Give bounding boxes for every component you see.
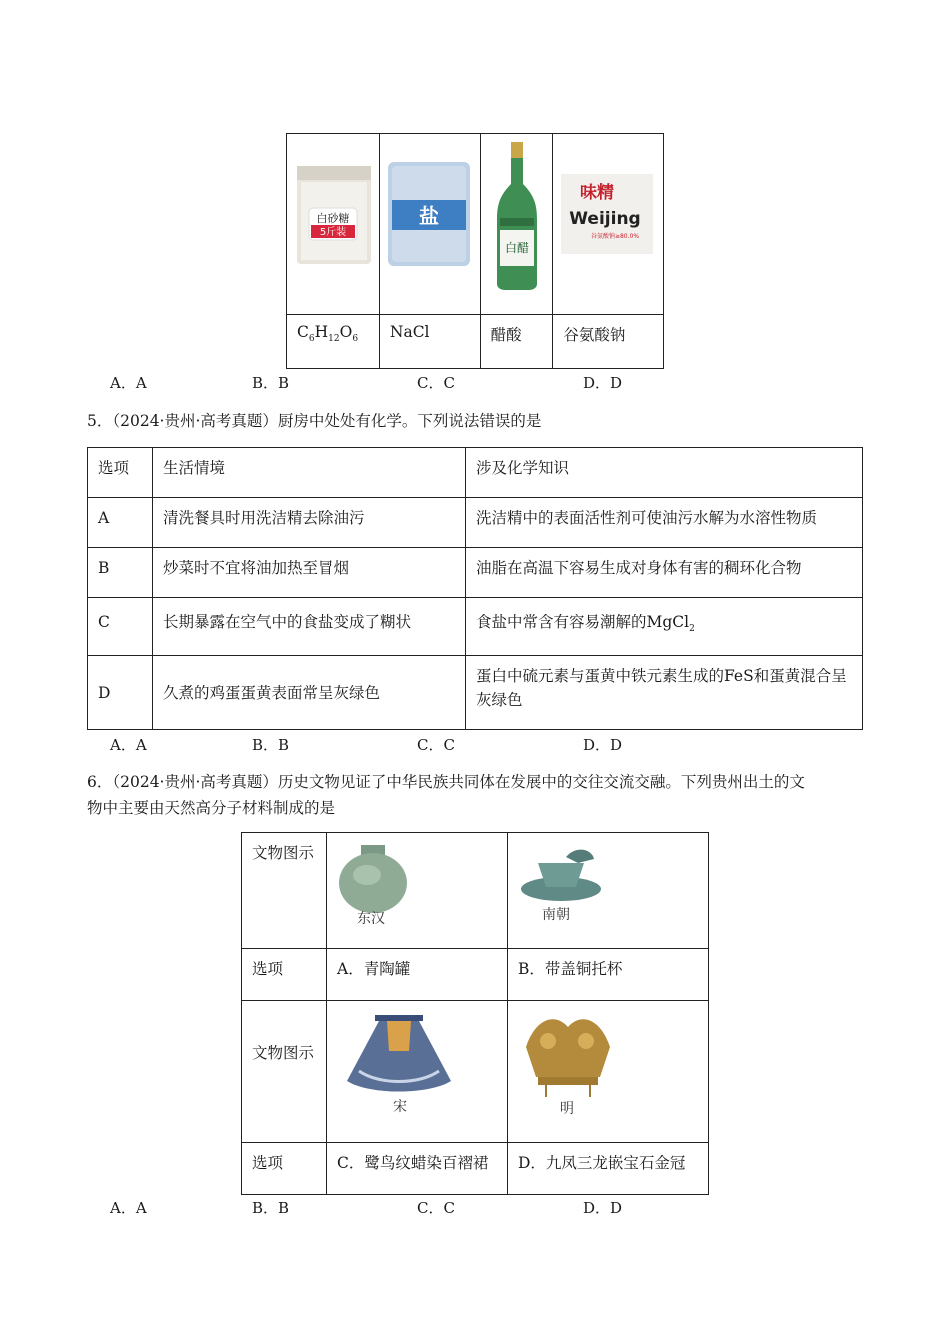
era-caption: 南朝 (542, 907, 570, 923)
q5-options (110, 734, 670, 754)
q6-table (241, 832, 709, 1195)
msg-content: 谷氨酸钠≥80.0% (591, 233, 640, 240)
vinegar-bottle-icon (481, 134, 553, 314)
salt-bag-text: 盐 (418, 204, 439, 228)
artifact-cell-a (327, 833, 508, 949)
option-label: A．青陶罐 (327, 949, 508, 1001)
option-label: B．带盖铜托杯 (508, 949, 709, 1001)
row-scene: 清洗餐具时用洗洁精去除油污 (153, 498, 466, 548)
option-a[interactable]: A．A (110, 736, 147, 754)
q5-header-option: 选项 (88, 448, 153, 498)
vinegar-cell (480, 134, 553, 315)
q5-table (87, 447, 863, 730)
row-scene: 炒菜时不宜将油加热至冒烟 (153, 548, 466, 598)
row-knowledge: 洗洁精中的表面活性剂可使油污水解为水溶性物质 (466, 498, 863, 548)
option-b[interactable]: B．B (252, 374, 290, 392)
option-b[interactable]: B．B (252, 736, 290, 754)
option-c[interactable]: C．C (417, 736, 455, 754)
row-label-image: 文物图示 (242, 1001, 327, 1143)
gold-crown-icon (516, 1007, 620, 1103)
option-d[interactable]: D．D (583, 1199, 623, 1217)
row-knowledge: 食盐中常含有容易潮解的MgCl$_2$ (466, 598, 863, 656)
row-option: D (88, 656, 153, 730)
msg-name: 谷氨酸钠 (553, 315, 664, 369)
row-scene: 长期暴露在空气中的食盐变成了糊状 (153, 598, 466, 656)
era-caption: 东汉 (357, 911, 385, 927)
msg-package-icon (553, 134, 663, 314)
row-scene: 久煮的鸡蛋蛋黄表面常呈灰绿色 (153, 656, 466, 730)
option-label: C．鹭鸟纹蜡染百褶裙 (327, 1143, 508, 1195)
sugar-jar-weight: 5斤装 (319, 227, 347, 238)
option-a[interactable]: A．A (110, 374, 147, 392)
artifact-cell-b (508, 833, 709, 949)
option-c[interactable]: C．C (417, 1199, 455, 1217)
row-label-image: 文物图示 (242, 833, 327, 949)
option-c[interactable]: C．C (417, 374, 455, 392)
celadon-jar-icon (333, 839, 413, 917)
table-row (88, 656, 863, 730)
sugar-jar-text: 白砂糖 (316, 212, 350, 225)
era-caption: 宋 (393, 1099, 407, 1115)
q4-options (110, 372, 670, 392)
salt-bag-icon (380, 134, 480, 314)
q6-stem-line1: 6．（2024·贵州·高考真题）历史文物见证了中华民族共同体在发展中的交往交流交融。下列贵州出土的文 (87, 773, 805, 791)
row-option: B (88, 548, 153, 598)
option-b[interactable]: B．B (252, 1199, 290, 1217)
option-label: D．九凤三龙嵌宝石金冠 (508, 1143, 709, 1195)
msg-brand-cn: 味精 (580, 183, 615, 203)
product-table (286, 133, 664, 369)
era-caption: 明 (560, 1101, 574, 1117)
msg-brand-en: Weijing (569, 209, 642, 229)
q6-stem-line2: 物中主要由天然高分子材料制成的是 (87, 799, 336, 817)
row-label-option: 选项 (242, 949, 327, 1001)
row-label-option: 选项 (242, 1143, 327, 1195)
row-knowledge: 油脂在高温下容易生成对身体有害的稠环化合物 (466, 548, 863, 598)
q5-header-scene: 生活情境 (153, 448, 466, 498)
q5-stem: 5．（2024·贵州·高考真题）厨房中处处有化学。下列说法错误的是 (87, 412, 542, 430)
q6-stem (87, 769, 863, 821)
q5-header-knowledge: 涉及化学知识 (466, 448, 863, 498)
row-option: C (88, 598, 153, 656)
artifact-cell-d (508, 1001, 709, 1143)
row-option: A (88, 498, 153, 548)
option-a[interactable]: A．A (110, 1199, 147, 1217)
msg-cell (553, 134, 664, 315)
option-d[interactable]: D．D (583, 736, 623, 754)
table-row (88, 498, 863, 548)
sugar-cell (287, 134, 380, 315)
option-d[interactable]: D．D (583, 374, 623, 392)
table-row (88, 598, 863, 656)
salt-cell (379, 134, 480, 315)
sugar-jar-icon (287, 134, 379, 314)
row-knowledge: 蛋白中硫元素与蛋黄中铁元素生成的FeS和蛋黄混合呈灰绿色 (466, 656, 863, 730)
batik-skirt-icon (339, 1011, 459, 1101)
sugar-formula: $C_6H_{12}O_6$ (287, 315, 380, 369)
salt-formula: NaCl (379, 315, 480, 369)
vinegar-name: 醋酸 (480, 315, 553, 369)
q6-options (110, 1197, 670, 1217)
table-row (88, 548, 863, 598)
vinegar-label: 白醋 (504, 241, 529, 255)
artifact-cell-c (327, 1001, 508, 1143)
